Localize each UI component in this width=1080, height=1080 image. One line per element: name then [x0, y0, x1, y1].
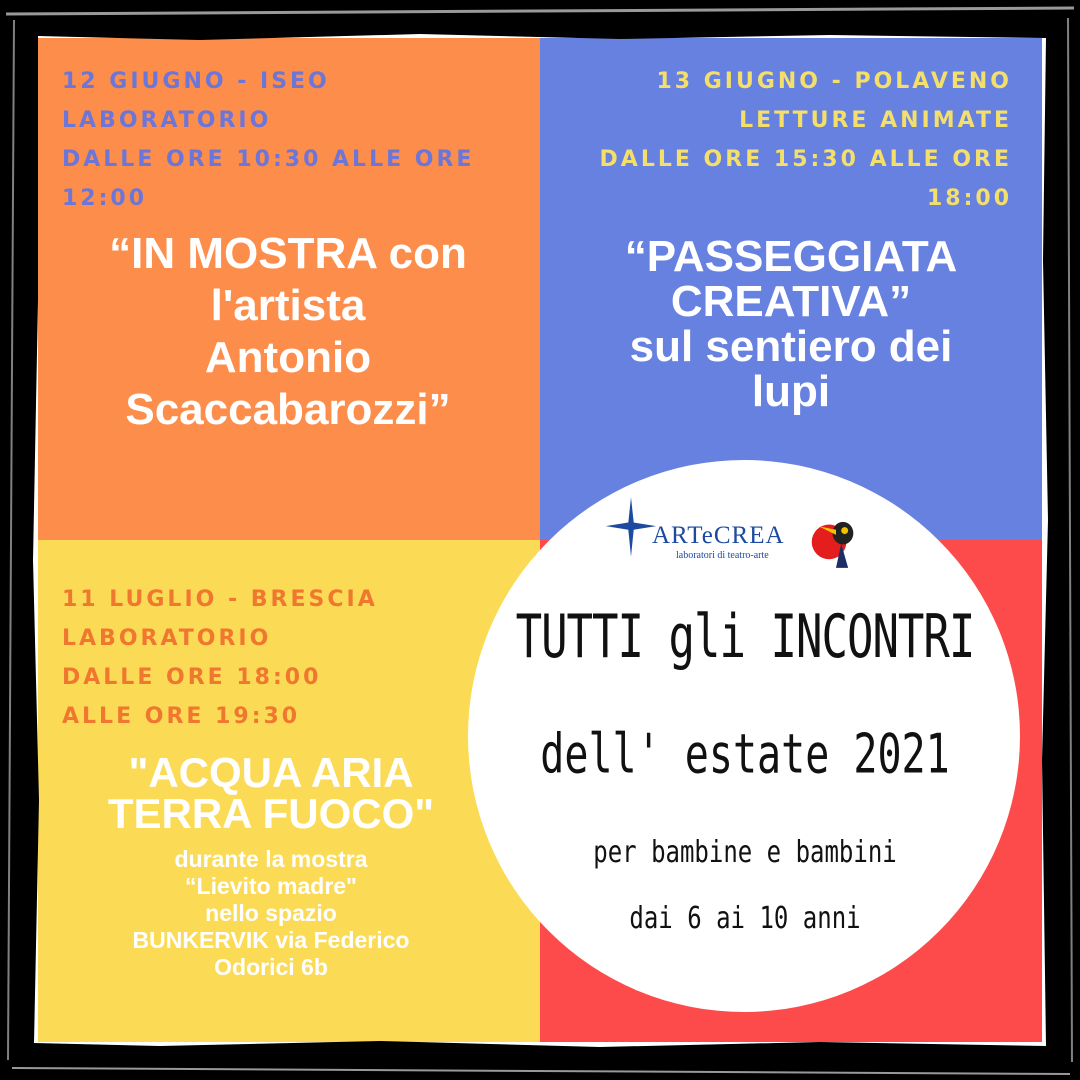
- event-2-title: [566, 234, 1016, 414]
- event-2-title-line: sul sentiero dei: [629, 322, 953, 371]
- event-3-title-line: TERRA FUOCO": [107, 790, 435, 837]
- event-2-title-line: CREATIVA”: [670, 277, 912, 326]
- event-1-type: LABORATORIO: [62, 108, 272, 133]
- event-1-date: 12 GIUGNO - ISEO: [62, 69, 330, 94]
- event-1-title-line: “IN MOSTRA con: [109, 229, 467, 278]
- event-3-time-end: ALLE ORE 19:30: [62, 704, 301, 729]
- event-2-info: [600, 62, 1012, 218]
- event-1-title-line: Antonio: [204, 333, 372, 382]
- event-3-details: [56, 846, 486, 981]
- artecrea-logo: [604, 488, 864, 580]
- event-3-title-line: "ACQUA ARIA: [128, 749, 414, 796]
- event-1-time-end: 12:00: [62, 186, 148, 211]
- headline-audience: per bambine e bambini: [593, 834, 897, 870]
- event-2-date: 13 GIUGNO - POLAVENO: [656, 69, 1012, 94]
- bird-icon: [810, 510, 862, 572]
- event-3-info: [62, 580, 378, 736]
- event-2-time-end: 18:00: [926, 186, 1012, 211]
- event-3-detail-line: BUNKERVIK via Federico: [132, 927, 410, 953]
- event-1-time: DALLE ORE 10:30 ALLE ORE: [62, 147, 475, 172]
- event-3-detail-line: Odorici 6b: [214, 954, 328, 980]
- event-1-title: [58, 228, 518, 436]
- event-3-detail-line: nello spazio: [205, 900, 337, 926]
- logo-name: ARTeCREA: [652, 522, 785, 549]
- headline-subtitle: dell' estate 2021: [540, 723, 950, 787]
- headline-title: TUTTI gli INCONTRI: [515, 603, 975, 672]
- event-1-title-line: l'artista: [210, 281, 366, 330]
- event-2-time: DALLE ORE 15:30 ALLE ORE: [599, 147, 1012, 172]
- event-1-title-line: Scaccabarozzi”: [125, 385, 451, 434]
- event-1-info: [62, 62, 474, 218]
- event-3-detail-line: durante la mostra: [174, 846, 368, 872]
- event-3-date: 11 LUGLIO - BRESCIA: [62, 587, 378, 612]
- headline-age: dai 6 ai 10 anni: [629, 900, 861, 936]
- event-3-title: [56, 749, 486, 837]
- star-icon: [604, 494, 658, 560]
- event-3-time: DALLE ORE 18:00: [62, 665, 322, 690]
- event-2-title-line: lupi: [751, 367, 831, 416]
- event-2-type: LETTURE ANIMATE: [739, 108, 1012, 133]
- logo-tagline: laboratori di teatro-arte: [676, 550, 769, 561]
- event-3-detail-line: “Lievito madre": [185, 873, 357, 899]
- event-2-title-line: “PASSEGGIATA: [624, 232, 958, 281]
- event-3-type: LABORATORIO: [62, 626, 272, 651]
